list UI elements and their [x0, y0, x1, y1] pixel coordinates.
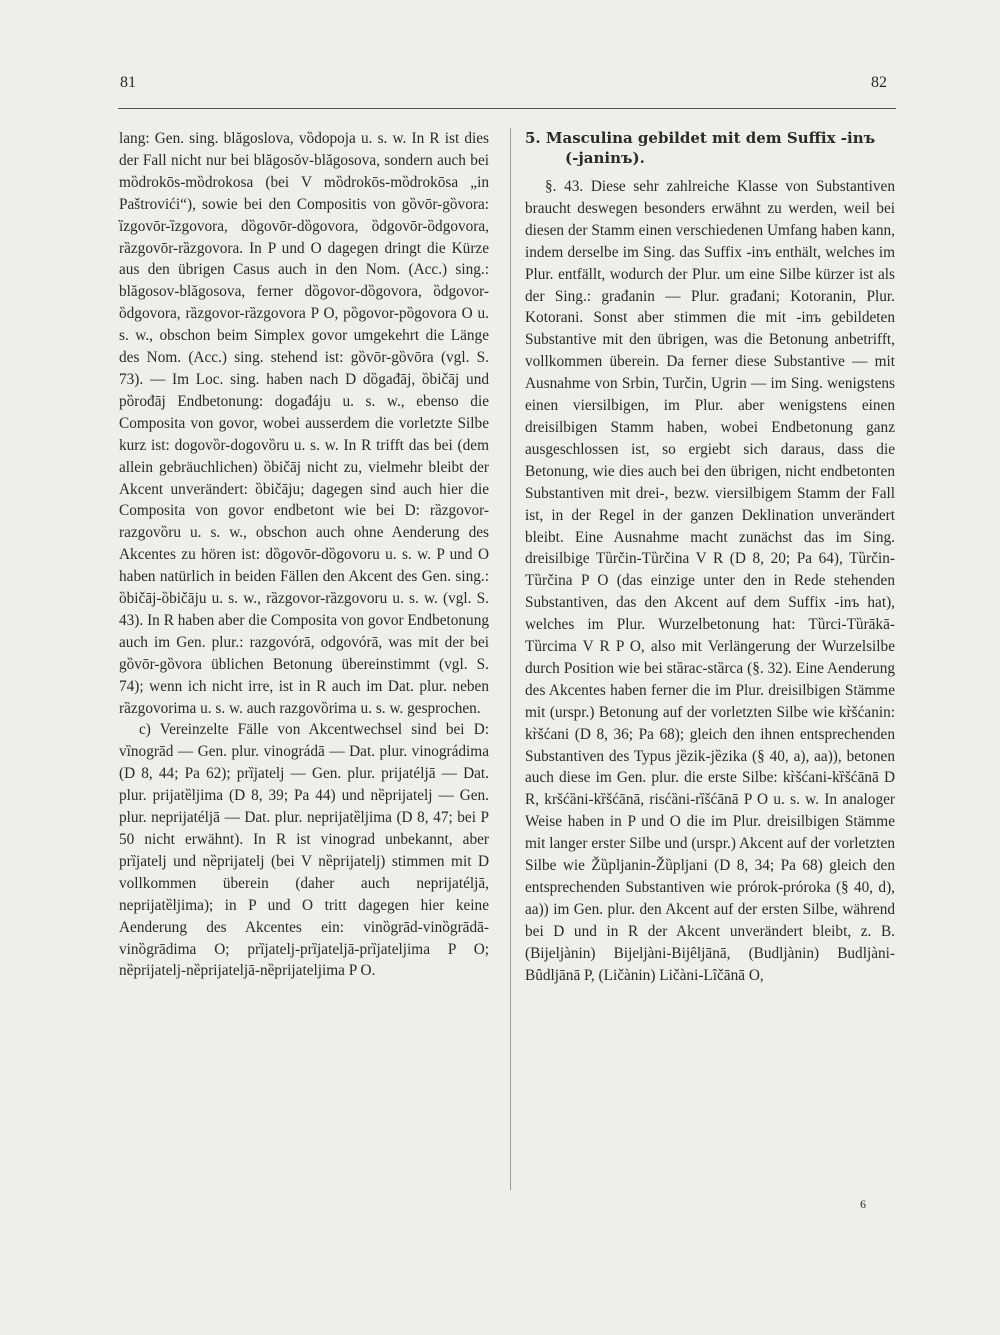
left-paragraph-2: c) Vereinzelte Fälle von Akcentwechsel sind bei D: vȉnogrād — Gen. plur. vinográdā — Dat. plur. vinográdima (D 8, 44; Pa 62); prȉjatelj — Gen. plur. prijatéljā — Dat. plur. prijatȅljima (D 8, 39; Pa 44) und nȅprijatelj — Gen. plur. neprijatéljā — Dat. plur. neprijatȅljima (D 8, 47; bei P 50 nicht erwähnt). In R ist vinograd unbekannt, aber prȉjatelj und nȅprijatelj (bei V nȅprijatelj) stimmen mit D vollkommen überein (daher auch neprijatéljā, neprijatȅljima); in P und O tritt dagegen hier keine Aenderung des Akcentes ein: vinȍgrād-vinȍgrādā-vinȍgrādima O; prȉjatelj-prȉjateljā-prȉjateljima P O; nȅprijatelj-nȅprijateljā-nȅprijateljima P O. [119, 721, 489, 980]
column-separator [510, 128, 511, 1190]
left-column [119, 128, 489, 982]
header-rule [118, 108, 896, 109]
page-number-left: 81 [120, 74, 136, 91]
section-heading-line-1: 5. Masculina gebildet mit dem Suffix -inъ [525, 129, 876, 147]
section-heading [525, 128, 895, 168]
right-paragraph-1: §. 43. Diese sehr zahlreiche Klasse von Substantiven braucht deswegen besonders erwähnt zu werden, weil bei diesen der Stamm einen verschiedenen Umfang haben kann, indem derselbe im Sing. das Suffix -inъ enthält, welches im Plur. entfällt, wodurch der Plur. um eine Silbe kürzer ist als der Sing.: građanin — Plur. građani; Kotoranin, Plur. Kotorani. Sonst aber stimmen die mit -inъ gebildeten Substantive mit den übrigen, was die Betonung anbetrifft, vollkommen überein. Da ferner diese Substantive — mit Ausnahme von Srbin, Turčin, Ugrin — im Sing. wenigstens einen viersilbigen, im Plur. aber wenigstens einen dreisilbigen Stamm haben, wobei Endbetonung ganz ausgeschlossen ist, so ergiebt sich daraus, dass die Betonung, wie dies auch bei den übrigen, nicht endbetonten Substantiven mit drei-, bezw. viersilbigem Stamm der Fall ist, in der Regel in der ganzen Deklination unverändert bleibt. Eine Ausnahme macht zunächst das im Sing. dreisilbige Tȕrčin-Tȕrčina V R (D 8, 20; Pa 64), Tȕrčin-Tȕrčina P O (das einzige unter den in Rede stehenden Substantiven, das den Akcent auf dem Suffix -inъ hat), welches im Plur. Wurzelbetonung hat: Tȕrci-Tȕrākā-Tȕrcima V R P O, also mit Verlängerung der Wurzelsilbe durch Position wie bei stȁrac-stȁrca (§. 32). Eine Aenderung des Akcentes haben ferner die im Plur. dreisilbigen Stämme mit (urspr.) Betonung auf der vorletzten Silbe wie kr̀šćanin: kr̀šćani (D 8, 36; Pa 68); gleich den ihnen entsprechenden Substantiven des Typus jȅzik-jȅzika (§ 40, a), aa)), betonen auch diese im Gen. plur. die erste Silbe: kr̀šćani-kȑšćānā D R, kršćȁni-kȑšćānā, risćȁni-rȉšćānā P O u. s. w. In analoger Weise haben in P und O die im Plur. dreisilbigen Stämme mit langer erster Silbe und (urspr.) Akcent auf der vorletzten Silbe wie Žȕpljanin-Žȕpljani (D 8, 34; Pa 68) gleich den entsprechenden Substantiven wie prórok-próroka (§ 40, d), aa)) im Gen. plur. den Akcent auf der ersten Silbe, während bei D und in R der Akcent unverändert bleibt, z. B. (Bijeljànin) Bijeljàni-Bijȇljānā, (Budljànin) Budljàni-Bȗdljānā P, (Ličànin) Ličàni-Lȋčānā O, [525, 178, 895, 984]
signature-mark: 6 [860, 1197, 866, 1211]
page-number-right: 82 [871, 74, 887, 91]
right-column [525, 128, 895, 987]
section-heading-line-2: (-janinъ). [565, 149, 645, 167]
left-paragraph-1: lang: Gen. sing. blăgoslova, vȍdopoja u. s. w. In R ist dies der Fall nicht nur bei blăgosŏv-blăgosova, sondern auch bei mȍdrokōs-mȍdrokosa (bei V mȍdrokōs-mȍdrokōsa „in Paštrovići“), sowie bei den Compositis von gȍvōr-gȍvora: ȉzgovōr-ȉzgovora, dȍgovōr-dȍgovora, ȍdgovōr-ȍdgovora, rȁzgovōr-rȁzgovora. In P und O dagegen dringt die Kürze aus den übrigen Casus auch in den Nom. (Acc.) sing.: blăgosov-blăgosova, ferner dȍgovor-dȍgovora, ȍdgovor-ȍdgovora, rȁzgovor-rȁzgovora P O, pȍgovor-pȍgovora O u. s. w., obschon beim Simplex govor umgekehrt die Länge des Nom. (Acc.) sing. stehend ist: gȍvōr-gȍvōra (vgl. S. 73). — Im Loc. sing. haben nach D dȍgađāj, ȍbičāj und pȍrođāj Endbetonung: događáju u. s. w., ebenso die Composita von govor, wobei ausserdem die vorletzte Silbe kurz ist: dogovȍr-dogovȍru u. s. w. In R trifft das bei (dem allein gebräuchlichen) ȍbičāj nicht zu, vielmehr bleibt der Akcent unverändert: ȍbičāju; dagegen sind auch hier die Composita von govor endbetont wie bei D: rȁzgovor-razgovȍru u. s. w., obschon auch ohne Aenderung des Akcentes zu hören ist: dȍgovōr-dȍgovoru u. s. w. P und O haben natürlich in beiden Fällen den Akcent des Gen. sing.: ȍbičāj-ȍbičāju u. s. w., rȁzgovor-rȁzgovoru u. s. w. (vgl. S. 43). In R haben aber die Composita von govor Endbetonung auch im Gen. plur.: razgovórā, odgovórā, was mit der bei gȍvōr-gȍvora üblichen Betonung übereinstimmt (vgl. S. 74); wenn ich nicht irre, ist in R auch im Dat. plur. neben rȁzgovorima u. s. w. auch razgovȍrima u. s. w. gesprochen. [119, 130, 489, 717]
